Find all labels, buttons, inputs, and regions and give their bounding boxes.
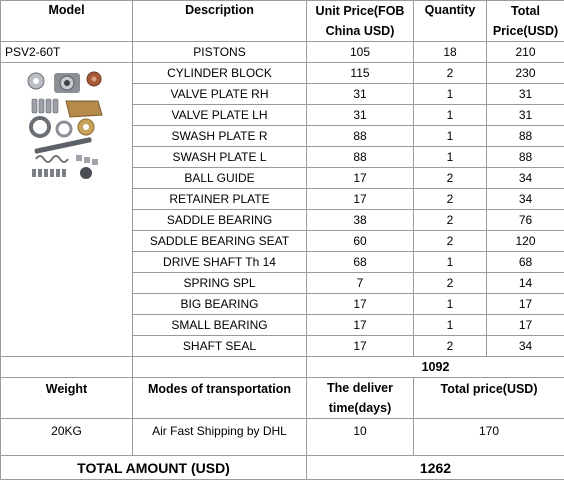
item-total: 31: [487, 84, 564, 105]
item-quantity: 1: [414, 252, 487, 273]
subtotal-row: [1, 357, 564, 378]
shipping-price: 170: [414, 419, 564, 456]
item-description: SMALL BEARING: [133, 315, 307, 336]
subtotal-value: 1092: [307, 357, 564, 378]
item-unit-price: 88: [307, 147, 414, 168]
item-unit-price: 68: [307, 252, 414, 273]
header-shipping-total: Total price(USD): [414, 378, 564, 419]
item-unit-price: 31: [307, 105, 414, 126]
item-total: 120: [487, 231, 564, 252]
hydraulic-pump-parts-icon: [24, 67, 110, 183]
shipping-header-row: [1, 378, 564, 419]
item-total: 34: [487, 336, 564, 357]
item-quantity: 1: [414, 315, 487, 336]
item-quantity: 2: [414, 273, 487, 294]
item-description: RETAINER PLATE: [133, 189, 307, 210]
item-total: 76: [487, 210, 564, 231]
item-unit-price: 17: [307, 168, 414, 189]
shipping-days: 10: [307, 419, 414, 456]
item-quantity: 1: [414, 294, 487, 315]
item-quantity: 2: [414, 210, 487, 231]
item-quantity: 1: [414, 84, 487, 105]
table-row: [1, 42, 564, 63]
header-modes: Modes of transportation: [133, 378, 307, 419]
item-unit-price: 115: [307, 63, 414, 84]
item-quantity: 1: [414, 126, 487, 147]
item-total: 34: [487, 168, 564, 189]
model-cell: PSV2-60T: [1, 42, 133, 63]
item-total: 68: [487, 252, 564, 273]
item-unit-price: 17: [307, 294, 414, 315]
item-description: SWASH PLATE L: [133, 147, 307, 168]
item-quantity: 18: [414, 42, 487, 63]
item-description: BALL GUIDE: [133, 168, 307, 189]
item-description: SADDLE BEARING: [133, 210, 307, 231]
header-model: Model: [1, 1, 133, 42]
item-unit-price: 105: [307, 42, 414, 63]
item-unit-price: 17: [307, 189, 414, 210]
item-total: 31: [487, 105, 564, 126]
item-description: DRIVE SHAFT Th 14: [133, 252, 307, 273]
item-quantity: 1: [414, 147, 487, 168]
item-description: CYLINDER BLOCK: [133, 63, 307, 84]
header-quantity: Quantity: [414, 1, 487, 42]
item-unit-price: 31: [307, 84, 414, 105]
item-unit-price: 7: [307, 273, 414, 294]
parts-image-cell: [1, 63, 133, 357]
item-quantity: 2: [414, 63, 487, 84]
item-quantity: 2: [414, 336, 487, 357]
header-weight: Weight: [1, 378, 133, 419]
item-description: VALVE PLATE RH: [133, 84, 307, 105]
item-description: SHAFT SEAL: [133, 336, 307, 357]
item-description: PISTONS: [133, 42, 307, 63]
header-row: [1, 1, 564, 42]
item-unit-price: 60: [307, 231, 414, 252]
item-quantity: 1: [414, 105, 487, 126]
total-amount-label: TOTAL AMOUNT (USD): [1, 456, 307, 480]
item-total: 230: [487, 63, 564, 84]
item-description: SADDLE BEARING SEAT: [133, 231, 307, 252]
item-total: 17: [487, 294, 564, 315]
header-description: Description: [133, 1, 307, 42]
item-description: VALVE PLATE LH: [133, 105, 307, 126]
item-total: 88: [487, 126, 564, 147]
shipping-weight: 20KG: [1, 419, 133, 456]
shipping-mode: Air Fast Shipping by DHL: [133, 419, 307, 456]
header-total-price: Total Price(USD): [487, 1, 564, 42]
item-description: SWASH PLATE R: [133, 126, 307, 147]
item-description: SPRING SPL: [133, 273, 307, 294]
item-total: 88: [487, 147, 564, 168]
item-total: 210: [487, 42, 564, 63]
table-row: [1, 63, 564, 84]
item-unit-price: 38: [307, 210, 414, 231]
total-amount-row: [1, 456, 564, 480]
item-total: 14: [487, 273, 564, 294]
total-amount-value: 1262: [307, 456, 564, 480]
item-quantity: 2: [414, 168, 487, 189]
header-unit-price: Unit Price(FOB China USD): [307, 1, 414, 42]
item-quantity: 2: [414, 189, 487, 210]
header-deliver-time: The deliver time(days): [307, 378, 414, 419]
item-description: BIG BEARING: [133, 294, 307, 315]
shipping-row: [1, 419, 564, 456]
item-total: 17: [487, 315, 564, 336]
item-unit-price: 88: [307, 126, 414, 147]
item-total: 34: [487, 189, 564, 210]
item-quantity: 2: [414, 231, 487, 252]
item-unit-price: 17: [307, 315, 414, 336]
item-unit-price: 17: [307, 336, 414, 357]
